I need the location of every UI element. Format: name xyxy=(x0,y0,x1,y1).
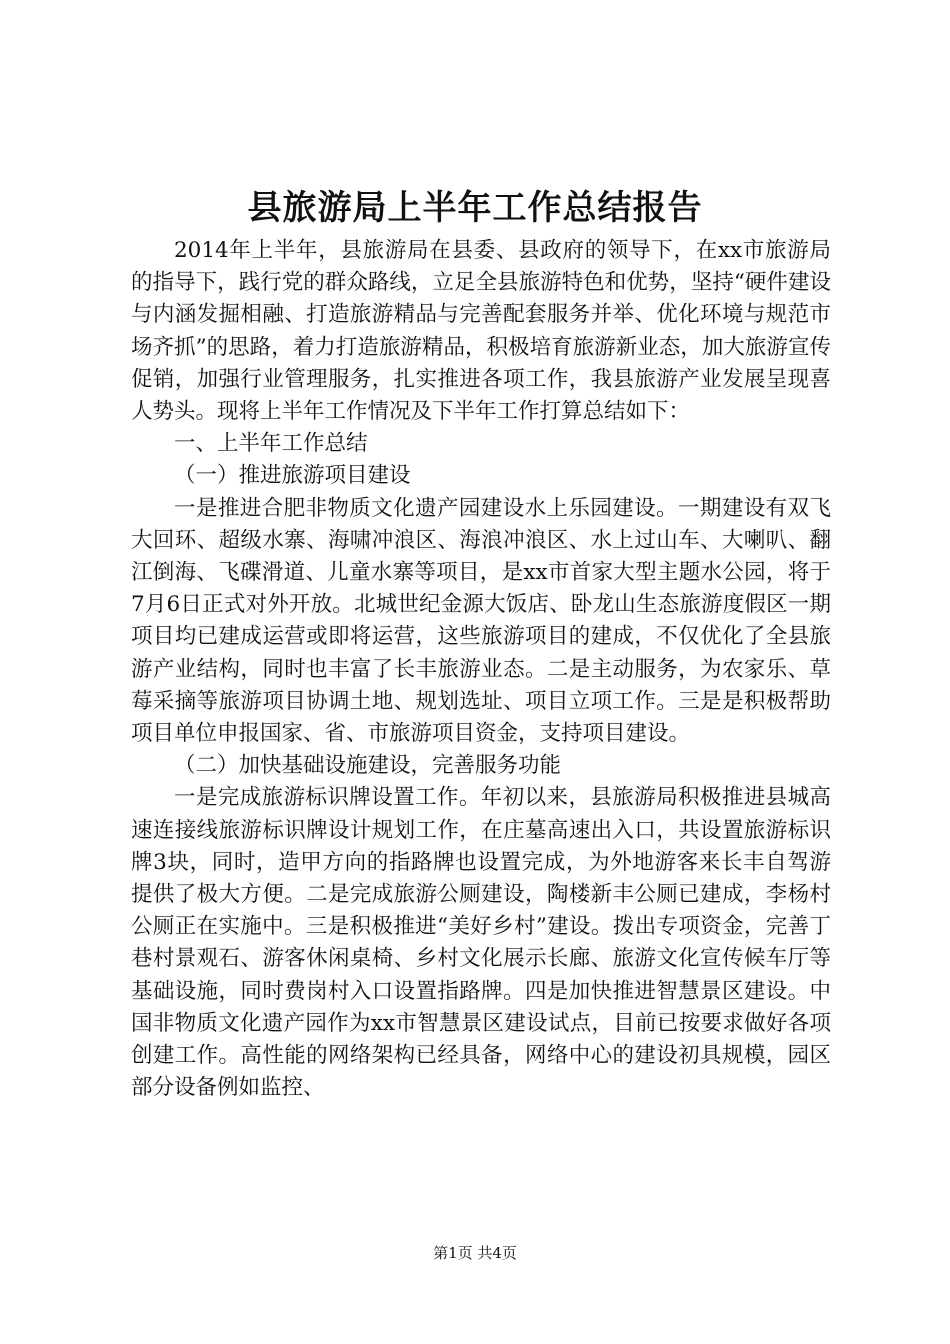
intro-paragraph: 2014年上半年，县旅游局在县委、县政府的领导下，在xx市旅游局的指导下，践行党的群众路线，立足全县旅游特色和优势，坚持“硬件建设与内涵发掘相融、打造旅游精品与完善配套服务并举、优化环境与规范市场齐抓”的思路，着力打造旅游精品，积极培育旅游新业态，加大旅游宣传促销，加强行业管理服务，扎实推进各项工作，我县旅游产业发展呈现喜人势头。现将上半年工作情况及下半年工作打算总结如下： xyxy=(131,238,831,425)
page-number-footer: 第1页 共4页 xyxy=(433,1244,517,1262)
document-body xyxy=(131,235,831,1104)
subsection-heading-2: （二）加快基础设施建设，完善服务功能 xyxy=(174,753,562,779)
body-paragraph: 一是完成旅游标识牌设置工作。年初以来，县旅游局积极推进县城高速连接线旅游标识牌设计规划工作，在庄墓高速出入口，共设置旅游标识牌3块，同时，造甲方向的指路牌也设置完成，为外地游客来长丰自驾游提供了极大方便。二是完成旅游公厕建设，陶楼新丰公厕已建成，李杨村公厕正在实施中。三是积极推进“美好乡村”建设。拨出专项资金，完善丁巷村景观石、游客休闲桌椅、乡村文化展示长廊、旅游文化宣传候车厅等基础设施，同时费岗村入口设置指路牌。四是加快推进智慧景区建设。中国非物质文化遗产园作为xx市智慧景区建设试点，目前已按要求做好各项创建工作。高性能的网络架构已经具备，网络中心的建设初具规模，园区部分设备例如监控、 xyxy=(131,785,831,1101)
section-heading-1: 一、上半年工作总结 xyxy=(174,431,368,457)
document-title: 县旅游局上半年工作总结报告 xyxy=(247,188,703,228)
body-paragraph: 一是推进合肥非物质文化遗产园建设水上乐园建设。一期建设有双飞大回环、超级水寨、海啸冲浪区、海浪冲浪区、水上过山车、大喇叭、翻江倒海、飞碟滑道、儿童水寨等项目，是xx市首家大型主题水公园，将于7月6日正式对外开放。北城世纪金源大饭店、卧龙山生态旅游度假区一期项目均已建成运营或即将运营，这些旅游项目的建成，不仅优化了全县旅游产业结构，同时也丰富了长丰旅游业态。二是主动服务，为农家乐、草莓采摘等旅游项目协调土地、规划选址、项目立项工作。三是是积极帮助项目单位申报国家、省、市旅游项目资金，支持项目建设。 xyxy=(131,495,831,747)
subsection-heading-1: （一）推进旅游项目建设 xyxy=(174,463,411,489)
